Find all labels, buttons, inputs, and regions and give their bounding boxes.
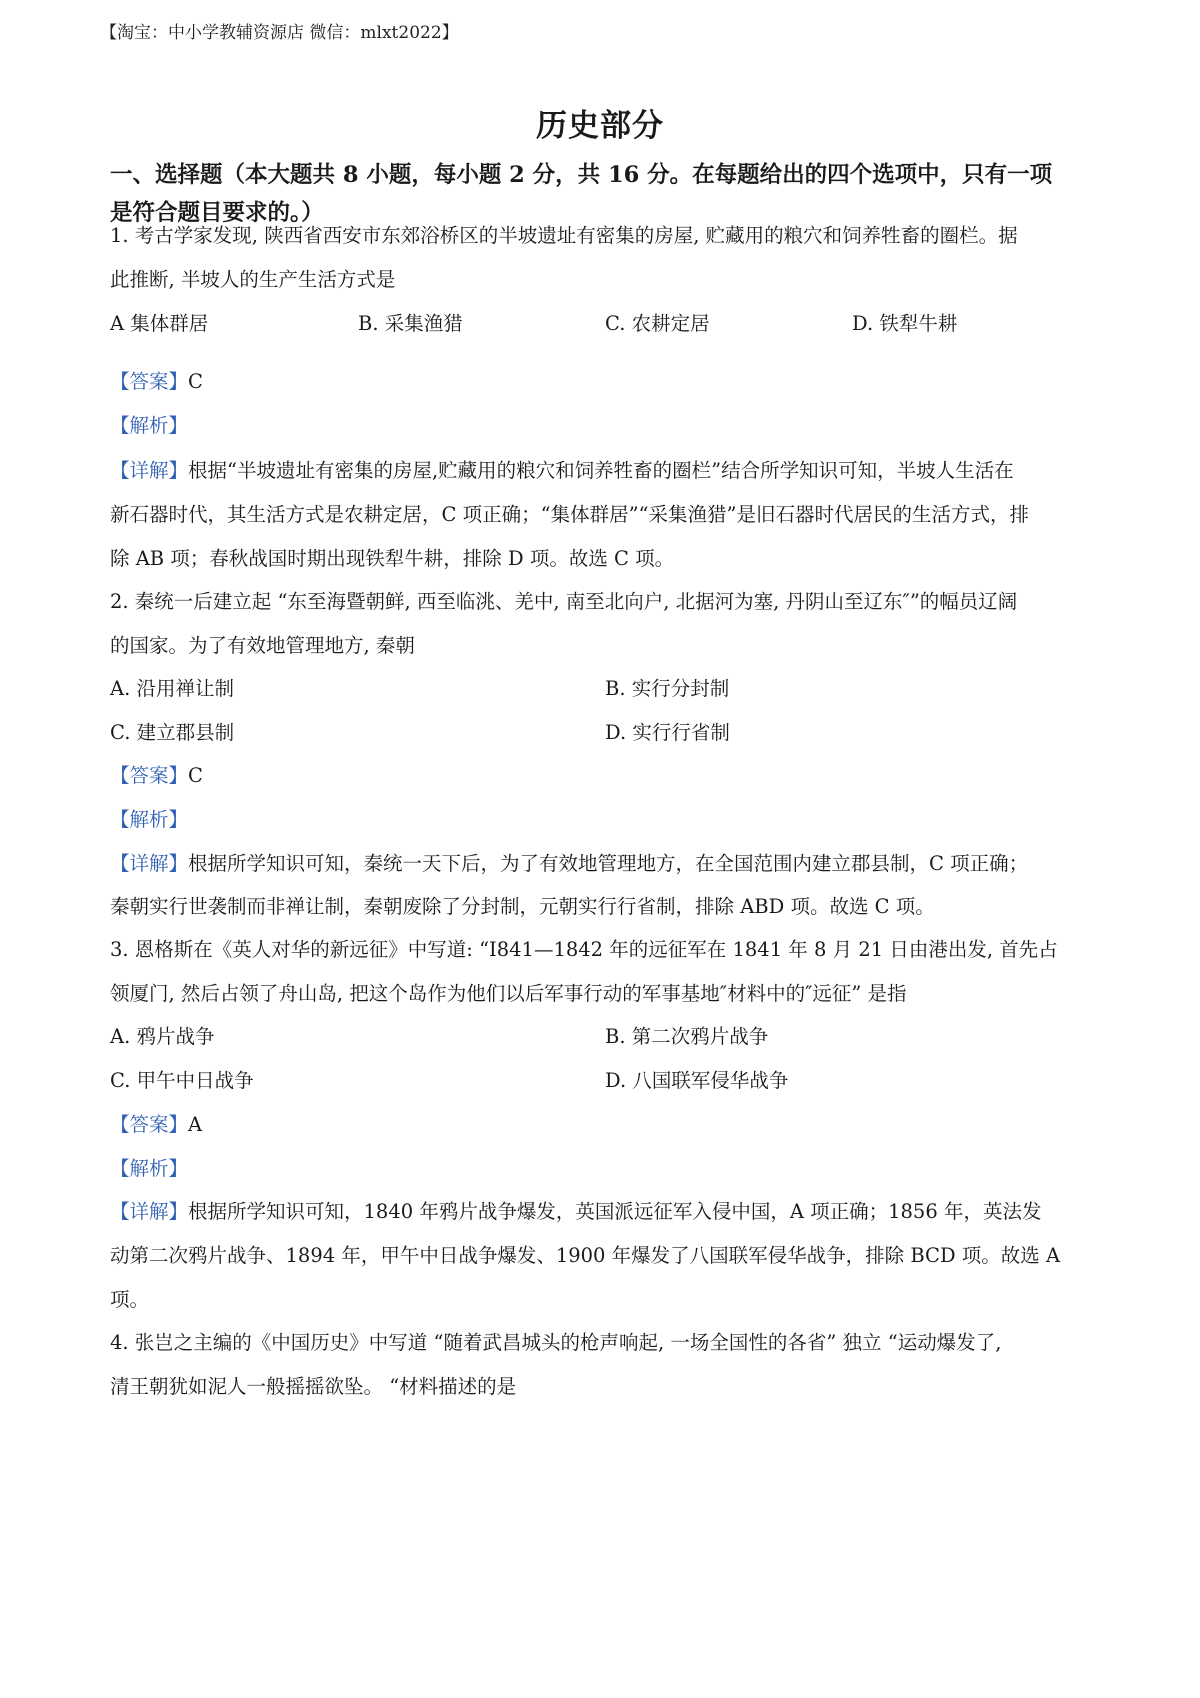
question-2-option-c: C. 建立郡县制 [110,721,235,744]
analysis-tag: 【解析】 [110,414,189,437]
question-1-stem: 此推断, 半坡人的生产生活方式是 [110,268,396,291]
question-3-detail [110,1200,1041,1224]
answer-tag: 【答案】 [110,764,189,787]
detail-text: 根据“半坡遗址有密集的房屋,贮藏用的粮穴和饲养牲畜的圈栏”结合所学知识可知，半坡人生活在 [188,459,1014,482]
question-2-stem: 的国家。为了有效地管理地方, 秦朝 [110,634,415,657]
question-3-answer [110,1113,202,1137]
question-1-option-c: C. 农耕定居 [605,312,710,335]
question-2-analysis [110,808,188,832]
question-3-option-a: A. 鸦片战争 [110,1025,215,1048]
question-3-stem: 3. 恩格斯在《英人对华的新远征》中写道: “I841—1842 年的远征军在 1841 年 8 月 21 日由港出发, 首先占 [110,938,1058,961]
header-note: 【淘宝：中小学教辅资源店 微信：mlxt2022】 [100,23,459,43]
question-2-stem: 2. 秦统一后建立起 “东至海暨朝鲜, 西至临洮、羌中, 南至北向户, 北据河为塞, 丹阴山至辽东″”的幅员辽阔 [110,590,1018,613]
page-title: 历史部分 [536,108,664,144]
section-heading [110,156,1100,232]
question-3-option-c: C. 甲午中日战争 [110,1069,254,1092]
analysis-tag: 【解析】 [110,1157,189,1180]
answer-tag: 【答案】 [110,370,189,393]
question-3-option-d: D. 八国联军侵华战争 [605,1069,789,1092]
question-3-detail: 动第二次鸦片战争、1894 年，甲午中日战争爆发、1900 年爆发了八国联军侵华战争，排除 BCD 项。故选 A [110,1244,1061,1267]
question-2-detail: 秦朝实行世袭制而非禅让制，秦朝废除了分封制，元朝实行行省制，排除 ABD 项。故选 C 项。 [110,895,935,918]
section-heading-line: 是符合题目要求的。） [110,200,324,226]
detail-text: 根据所学知识可知，秦统一天下后，为了有效地管理地方，在全国范围内建立郡县制，C 项正确； [188,852,1029,875]
answer-value: C [188,370,203,393]
detail-tag: 【详解】 [110,852,189,875]
question-4-stem: 4. 张岂之主编的《中国历史》中写道 “随着武昌城头的枪声响起, 一场全国性的各省” 独立 “运动爆发了, [110,1331,1002,1354]
detail-tag: 【详解】 [110,1200,189,1223]
question-1-detail: 除 AB 项；春秋战国时期出现铁犁牛耕，排除 D 项。故选 C 项。 [110,547,675,570]
question-1-detail [110,459,1014,483]
answer-value: C [188,764,203,787]
detail-tag: 【详解】 [110,459,189,482]
question-2-answer [110,764,203,788]
question-1-detail: 新石器时代，其生活方式是农耕定居，C 项正确；“集体群居”“采集渔猎”是旧石器时代居民的生活方式，排 [110,503,1029,526]
analysis-tag: 【解析】 [110,808,189,831]
question-1-analysis [110,414,188,438]
question-1-option-b: B. 采集渔猎 [358,312,463,335]
answer-tag: 【答案】 [110,1113,189,1136]
question-3-stem: 领厦门, 然后占领了舟山岛, 把这个岛作为他们以后军事行动的军事基地″材料中的″远征” 是指 [110,982,907,1005]
question-2-detail [110,852,1028,876]
question-3-option-b: B. 第二次鸦片战争 [605,1025,769,1048]
question-4-stem: 清王朝犹如泥人一般摇摇欲坠。 “材料描述的是 [110,1375,517,1398]
question-2-option-d: D. 实行行省制 [605,721,730,744]
question-2-option-b: B. 实行分封制 [605,677,730,700]
detail-text: 根据所学知识可知，1840 年鸦片战争爆发，英国派远征军入侵中国，A 项正确；1856 年，英法发 [188,1200,1042,1223]
question-1-answer [110,370,203,394]
question-3-analysis [110,1157,188,1181]
section-heading-line: 一、选择题（本大题共 8 小题，每小题 2 分，共 16 分。在每题给出的四个选项中，只有一项 [110,162,1053,188]
question-2-option-a: A. 沿用禅让制 [110,677,234,700]
question-3-detail: 项。 [110,1288,150,1311]
question-1-option-a: A 集体群居 [110,312,209,335]
answer-value: A [188,1113,203,1136]
question-1-stem: 1. 考古学家发现, 陕西省西安市东郊浴桥区的半坡遗址有密集的房屋, 贮藏用的粮穴和饲养牲畜的圈栏。据 [110,224,1018,247]
question-1-option-d: D. 铁犁牛耕 [852,312,958,335]
